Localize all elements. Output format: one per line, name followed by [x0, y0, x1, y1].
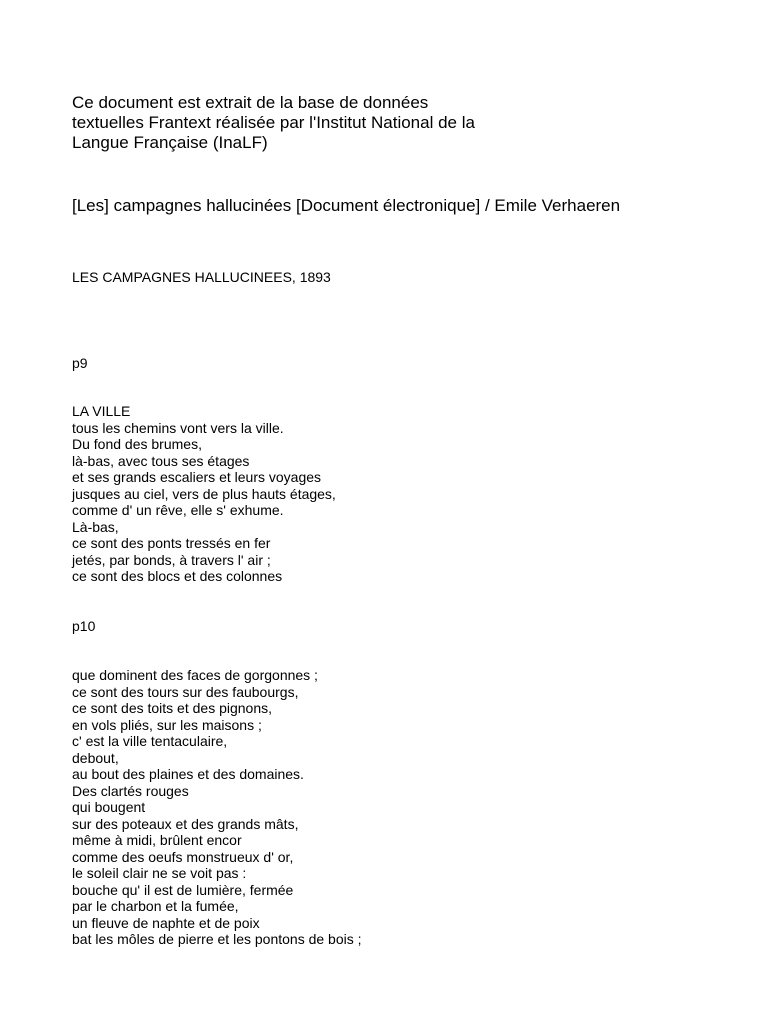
verse-line: comme d' un rêve, elle s' exhume. — [72, 502, 284, 518]
verse-line: ce sont des toits et des pignons, — [72, 700, 273, 716]
verse-line: qui bougent — [72, 799, 146, 815]
verse-block-p9 — [72, 403, 692, 585]
verse-line: ce sont des ponts tressés en fer — [72, 535, 271, 551]
verse-line: comme des oeufs monstrueux d' or, — [72, 848, 294, 865]
verse-line: en vols pliés, sur les maisons ; — [72, 716, 262, 733]
poem-title: LA VILLE — [72, 403, 131, 419]
verse-line: debout, — [72, 749, 119, 766]
verse-line: bouche qu' il est de lumière, fermée — [72, 881, 294, 898]
verse-line: au bout des plaines et des domaines. — [72, 766, 304, 782]
verse-line: c' est la ville tentaculaire, — [72, 733, 228, 749]
verse-line: là-bas, avec tous ses étages — [72, 452, 250, 469]
verse-line: tous les chemins vont vers la ville. — [72, 419, 284, 436]
verse-line: que dominent des faces de gorgonnes ; — [72, 667, 318, 683]
collection-heading: LES CAMPAGNES HALLUCINEES, 1893 — [72, 269, 331, 285]
verse-line: Des clartés rouges — [72, 782, 189, 799]
verse-line: Là-bas, — [72, 518, 119, 535]
verse-line: jusques au ciel, vers de plus hauts étages, — [72, 485, 336, 502]
verse-line: un fleuve de naphte et de poix — [72, 914, 260, 931]
source-notice-line: Ce document est extrait de la base de données — [72, 93, 429, 112]
verse-line: Du fond des brumes, — [72, 436, 202, 452]
verse-block-p10 — [72, 667, 692, 948]
verse-line: même à midi, brûlent encor — [72, 832, 242, 848]
source-notice-line: textuelles Frantext réalisée par l'Institut National de la — [72, 113, 475, 132]
source-notice-line: Langue Française (InaLF) — [72, 133, 268, 152]
verse-line: par le charbon et la fumée, — [72, 898, 239, 914]
page-number-p9: p9 — [72, 355, 88, 371]
verse-line: bat les môles de pierre et les pontons de bois ; — [72, 931, 362, 947]
document-title: [Les] campagnes hallucinées [Document électronique] / Emile Verhaeren — [72, 196, 621, 215]
verse-line: sur des poteaux et des grands mâts, — [72, 815, 299, 832]
page-number-p10: p10 — [72, 618, 96, 634]
verse-line: le soleil clair ne se voit pas : — [72, 865, 247, 881]
verse-line: ce sont des blocs et des colonnes — [72, 568, 283, 584]
source-notice — [72, 93, 672, 153]
verse-line: jetés, par bonds, à travers l' air ; — [72, 551, 271, 568]
verse-line: ce sont des tours sur des faubourgs, — [72, 683, 299, 700]
verse-line: et ses grands escaliers et leurs voyages — [72, 469, 322, 485]
